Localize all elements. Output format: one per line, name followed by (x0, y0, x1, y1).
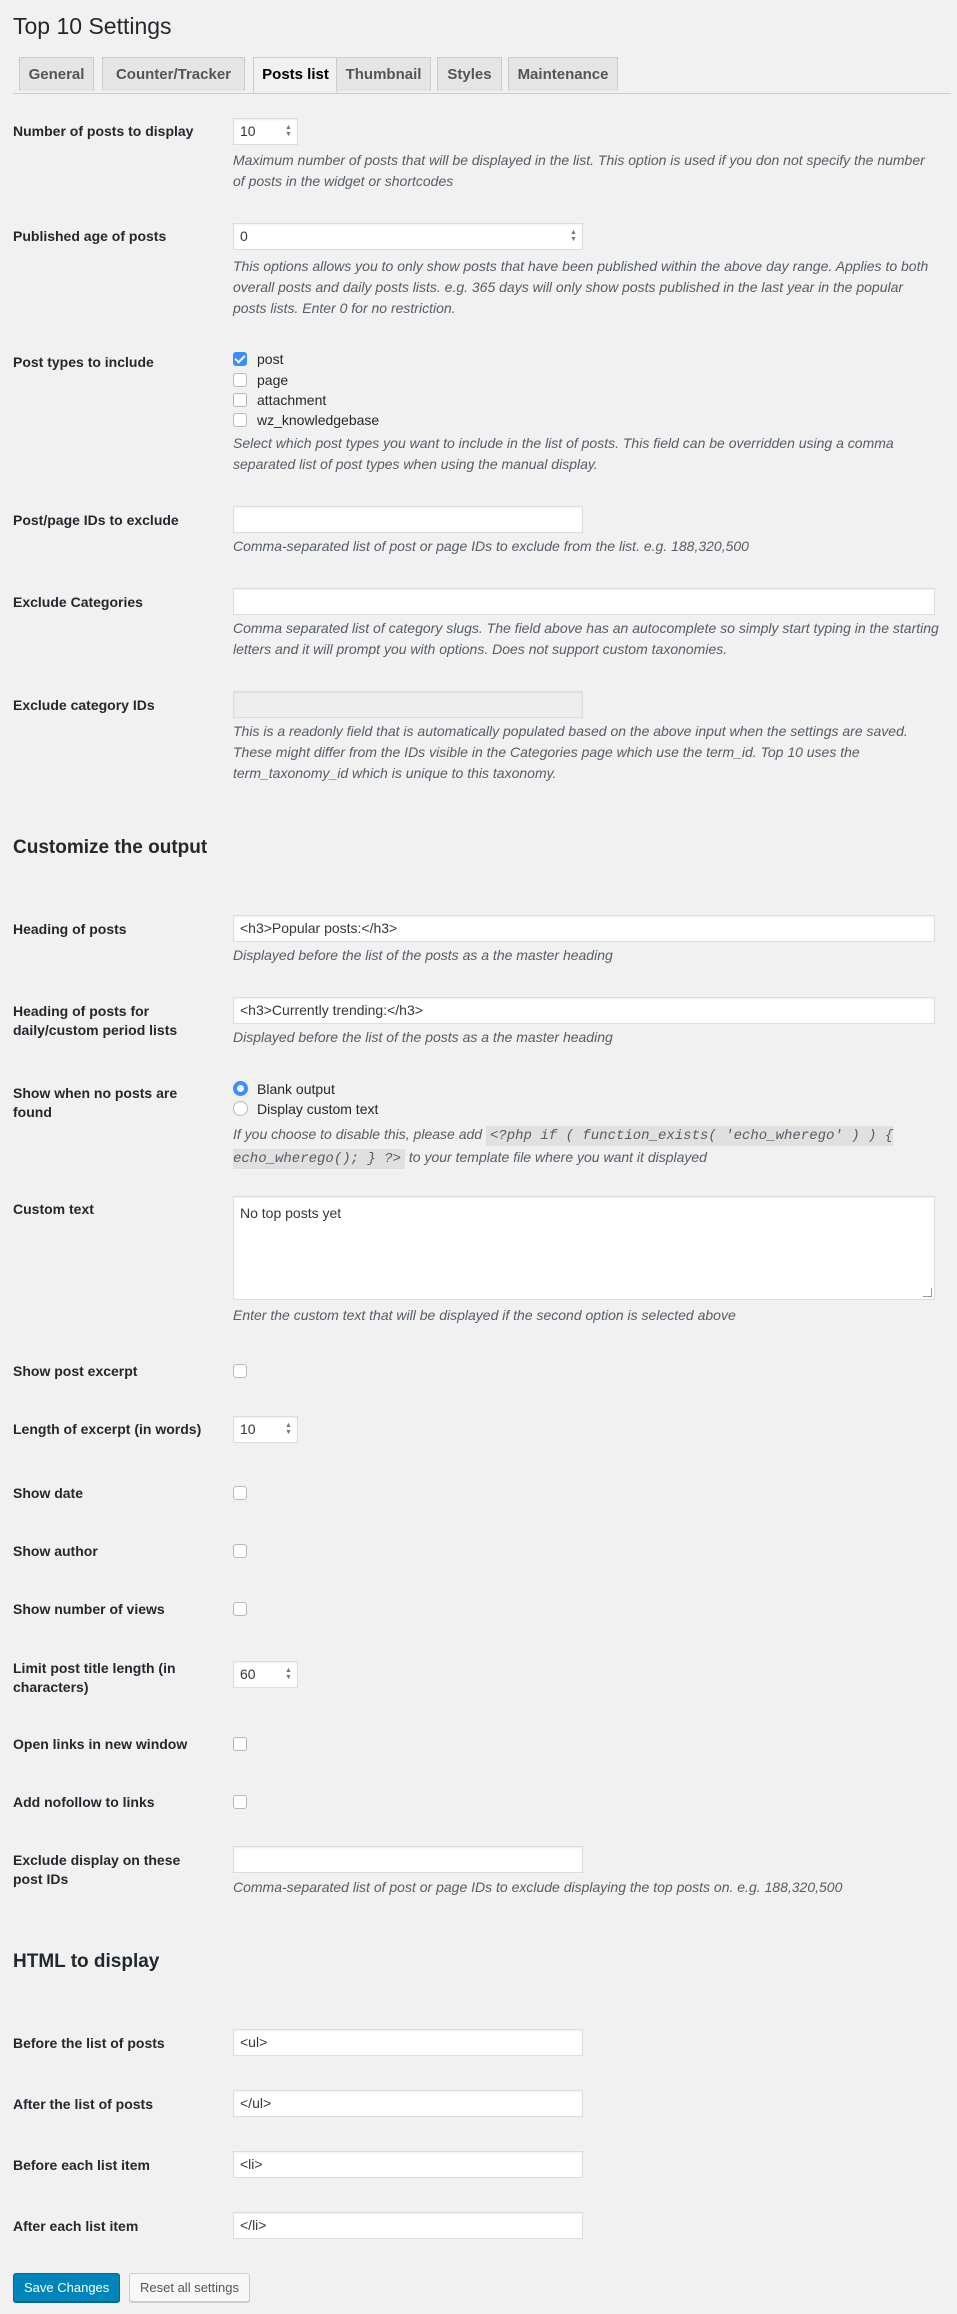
title-length-label: Limit post title length (in characters) (13, 1660, 176, 1695)
exclude-display-label: Exclude display on these post IDs (13, 1852, 181, 1887)
no-posts-desc-post: to your template file where you want it displayed (405, 1149, 707, 1165)
published-age-desc: This options allows you to only show posts that have been published within the above day range. Applies to both overall posts and daily posts lists. e.g. 365 days will only show posts published in the last year in the popular posts lists. Enter 0 for no restriction. (233, 258, 929, 316)
exclude-ids-desc: Comma-separated list of post or page IDs to exclude from the list. e.g. 188,320,500 (233, 538, 749, 554)
exclude-ids-input[interactable] (233, 506, 583, 533)
exclude-categories-input[interactable] (233, 588, 935, 615)
before-list-input[interactable]: <ul> (233, 2029, 583, 2056)
title-length-input[interactable] (233, 1661, 298, 1688)
blank-output-label: Blank output (257, 1081, 335, 1097)
heading-posts-input[interactable]: <h3>Popular posts:</h3> (233, 915, 935, 942)
show-excerpt-checkbox[interactable] (233, 1364, 247, 1378)
after-item-input[interactable]: </li> (233, 2212, 583, 2239)
show-date-checkbox[interactable] (233, 1486, 247, 1500)
show-views-checkbox[interactable] (233, 1602, 247, 1616)
published-age-value: 0 (240, 228, 248, 244)
reset-settings-button[interactable]: Reset all settings (129, 2273, 250, 2302)
new-window-checkbox[interactable] (233, 1737, 247, 1751)
show-excerpt-label: Show post excerpt (13, 1363, 138, 1379)
spinner-icon[interactable]: ▲ ▼ (285, 1667, 292, 1681)
spinner-icon[interactable]: ▲ ▼ (285, 1422, 292, 1436)
excerpt-length-label: Length of excerpt (in words) (13, 1421, 202, 1437)
exclude-category-ids-label: Exclude category IDs (13, 697, 155, 713)
post-types-desc: Select which post types you want to include in the list of posts. This field can be overridden using a comma separated list of post types when using the manual display. (233, 435, 894, 472)
post-type-page-checkbox[interactable] (233, 373, 247, 387)
before-item-input[interactable]: <li> (233, 2151, 583, 2178)
post-type-knowledgebase-label: wz_knowledgebase (257, 412, 380, 428)
exclude-categories-desc: Comma separated list of category slugs. The field above has an autocomplete so simply start typing in the starting letters and it will prompt you with options. Does not support custom taxonomies. (233, 620, 939, 657)
exclude-category-ids-desc: This is a readonly field that is automatically populated based on the above input when the settings are saved. These might differ from the IDs visible in the Categories page which use the term_id. Top 10 uses the term_taxonomy_id which is unique to this taxonomy. (233, 723, 908, 781)
excerpt-length-value: 10 (240, 1421, 256, 1437)
post-type-post-label: post (257, 351, 284, 367)
exclude-categories-label: Exclude Categories (13, 594, 143, 610)
custom-text-radio[interactable] (233, 1101, 248, 1116)
show-author-label: Show author (13, 1543, 98, 1559)
before-item-label: Before each list item (13, 2157, 150, 2173)
no-posts-label: Show when no posts are found (13, 1085, 178, 1120)
published-age-input[interactable] (233, 223, 583, 250)
page-title: Top 10 Settings (13, 13, 172, 39)
tab-maintenance[interactable]: Maintenance (508, 57, 618, 91)
custom-text-value: No top posts yet (240, 1205, 342, 1221)
heading-daily-label: Heading of posts for daily/custom period lists (13, 1003, 178, 1038)
post-type-attachment-checkbox[interactable] (233, 393, 247, 407)
custom-text-textarea[interactable] (233, 1196, 935, 1300)
resize-handle-icon[interactable] (923, 1288, 932, 1297)
tab-counter-tracker[interactable]: Counter/Tracker (102, 57, 245, 91)
show-author-checkbox[interactable] (233, 1544, 247, 1558)
custom-text-desc: Enter the custom text that will be displayed if the second option is selected above (233, 1307, 736, 1323)
heading-posts-desc: Displayed before the list of the posts as a the master heading (233, 947, 613, 963)
number-of-posts-label: Number of posts to display (13, 123, 194, 139)
published-age-label: Published age of posts (13, 228, 167, 244)
after-list-label: After the list of posts (13, 2096, 154, 2112)
exclude-category-ids-input (233, 691, 583, 718)
number-of-posts-value: 10 (240, 123, 256, 139)
heading-daily-input[interactable]: <h3>Currently trending:</h3> (233, 997, 935, 1024)
tab-styles[interactable]: Styles (437, 57, 502, 91)
exclude-display-input[interactable] (233, 1846, 583, 1873)
exclude-display-desc: Comma-separated list of post or page IDs to exclude displaying the top posts on. e.g. 188,320,500 (233, 1879, 843, 1895)
post-types-label: Post types to include (13, 354, 154, 370)
exclude-ids-label: Post/page IDs to exclude (13, 512, 179, 528)
save-changes-button[interactable]: Save Changes (13, 2273, 120, 2302)
heading-posts-label: Heading of posts (13, 921, 127, 937)
post-type-page-label: page (257, 372, 289, 388)
spinner-icon[interactable]: ▲ ▼ (570, 229, 577, 243)
custom-text-label: Custom text (13, 1201, 94, 1217)
number-of-posts-input[interactable] (233, 118, 298, 145)
no-posts-desc (233, 1124, 940, 1170)
post-type-attachment-label: attachment (257, 392, 327, 408)
spinner-icon[interactable]: ▲ ▼ (285, 124, 292, 138)
show-date-label: Show date (13, 1485, 84, 1501)
post-type-post-checkbox[interactable] (233, 352, 247, 366)
title-length-value: 60 (240, 1666, 256, 1682)
post-type-knowledgebase-checkbox[interactable] (233, 413, 247, 427)
nofollow-checkbox[interactable] (233, 1795, 247, 1809)
after-item-label: After each list item (13, 2218, 139, 2234)
tab-posts-list[interactable]: Posts list (253, 57, 338, 93)
customize-section-title: Customize the output (13, 837, 208, 858)
no-posts-code: <?php if ( function_exists( 'echo_wherego' ) ) { echo_wherego(); } ?> (233, 1128, 894, 1167)
custom-text-option-label: Display custom text (257, 1101, 379, 1117)
settings-tabs (13, 57, 951, 94)
blank-output-radio[interactable] (233, 1081, 248, 1096)
before-list-label: Before the list of posts (13, 2035, 165, 2051)
heading-daily-desc: Displayed before the list of the posts as a the master heading (233, 1029, 613, 1045)
number-of-posts-desc: Maximum number of posts that will be displayed in the list. This option is used if you don not specify the number of posts in the widget or shortcodes (233, 152, 925, 189)
new-window-label: Open links in new window (13, 1736, 188, 1752)
tab-general[interactable]: General (19, 57, 94, 91)
nofollow-label: Add nofollow to links (13, 1794, 155, 1810)
html-section-title: HTML to display (13, 1951, 160, 1972)
after-list-input[interactable]: </ul> (233, 2090, 583, 2117)
tab-thumbnail[interactable]: Thumbnail (336, 57, 431, 91)
show-views-label: Show number of views (13, 1601, 165, 1617)
no-posts-desc-pre: If you choose to disable this, please add (233, 1126, 486, 1142)
excerpt-length-input[interactable] (233, 1416, 298, 1443)
